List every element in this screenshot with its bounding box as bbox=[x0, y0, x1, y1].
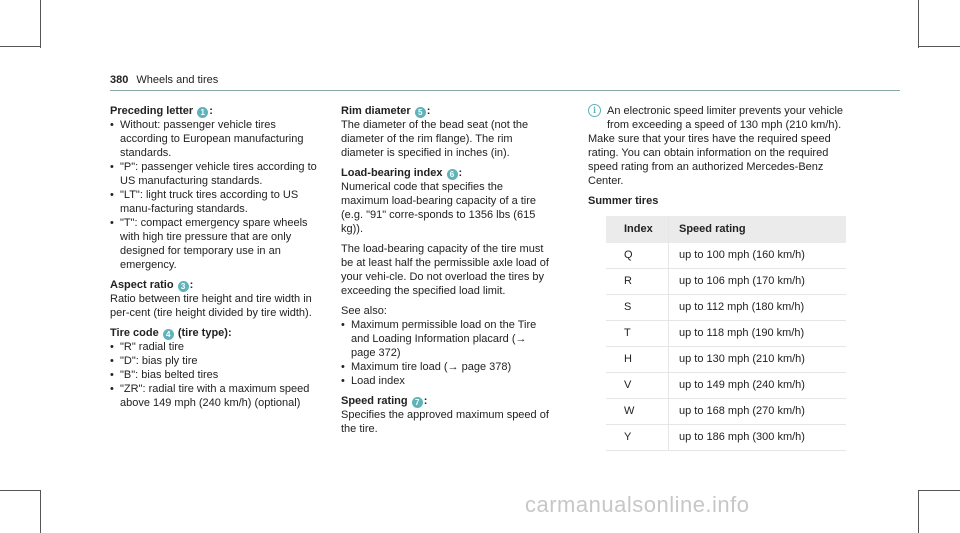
page-header bbox=[110, 73, 218, 87]
table-row bbox=[606, 399, 846, 425]
list-item: • Load index bbox=[341, 374, 551, 388]
see-also-link[interactable]: • Maximum permissible load on the Tire and Loading Information placard (→ page 372) bbox=[341, 318, 551, 360]
speed-cell: up to 118 mph (190 km/h) bbox=[669, 321, 847, 347]
list-item: • Without: passenger vehicle tires according to European manufacturing standards. bbox=[110, 118, 325, 160]
list-item: • "ZR": radial tire with a maximum speed above 149 mph (240 km/h) (optional) bbox=[110, 382, 325, 410]
index-cell: V bbox=[606, 373, 669, 399]
crop-mark bbox=[40, 490, 41, 533]
column-1 bbox=[110, 104, 325, 410]
info-note bbox=[588, 104, 858, 132]
speed-cell: up to 130 mph (210 km/h) bbox=[669, 347, 847, 373]
index-cell: H bbox=[606, 347, 669, 373]
preceding-letter-heading bbox=[110, 104, 325, 118]
heading-colon: : bbox=[209, 105, 213, 117]
index-cell: W bbox=[606, 399, 669, 425]
table-row bbox=[606, 373, 846, 399]
summer-tires-heading: Summer tires bbox=[588, 195, 659, 207]
heading-colon: : bbox=[189, 279, 194, 291]
list-item: • "T": compact emergency spare wheels with high tire pressure that are only designed for temporary use in an emergency. bbox=[110, 216, 325, 272]
speed-cell: up to 149 mph (240 km/h) bbox=[669, 373, 847, 399]
callout-badge: 1 bbox=[197, 107, 208, 118]
heading-suffix: (tire type): bbox=[177, 327, 232, 339]
callout-badge: 5 bbox=[415, 107, 426, 118]
heading-colon: : bbox=[458, 167, 463, 179]
index-cell: Q bbox=[606, 243, 669, 269]
index-cell: S bbox=[606, 295, 669, 321]
column-header: Speed rating bbox=[669, 216, 847, 243]
table-row bbox=[606, 243, 846, 269]
rim-diameter-heading bbox=[341, 104, 551, 118]
index-cell: Y bbox=[606, 425, 669, 451]
tire-code-heading bbox=[110, 326, 325, 340]
header-rule bbox=[110, 90, 900, 91]
list-item: • "P": passenger vehicle tires according to US manufacturing standards. bbox=[110, 160, 325, 188]
speed-cell: up to 100 mph (160 km/h) bbox=[669, 243, 847, 269]
callout-badge: 3 bbox=[178, 281, 189, 292]
section-title: Wheels and tires bbox=[136, 74, 219, 86]
callout-badge: 6 bbox=[447, 169, 458, 180]
list-item: • "B": bias belted tires bbox=[110, 368, 325, 382]
crop-mark bbox=[40, 0, 41, 48]
column-3 bbox=[588, 104, 858, 451]
preceding-letter-list bbox=[110, 118, 325, 272]
info-note-text: An electronic speed limiter prevents your vehicle from exceeding a speed of 130 mph (210 km/h). bbox=[607, 105, 844, 131]
column-header: Index bbox=[606, 216, 669, 243]
aspect-ratio-heading bbox=[110, 278, 325, 292]
see-also-list bbox=[341, 318, 551, 388]
crop-mark bbox=[918, 0, 919, 48]
heading-text: Tire code bbox=[110, 327, 159, 339]
speed-cell: up to 168 mph (270 km/h) bbox=[669, 399, 847, 425]
index-cell: T bbox=[606, 321, 669, 347]
load-index-text: Numerical code that specifies the maximum load-bearing capacity of a tire (e.g. "91" corre-sponds to 1356 lbs (615 kg)). bbox=[341, 181, 537, 235]
speed-cell: up to 106 mph (170 km/h) bbox=[669, 269, 847, 295]
callout-badge: 7 bbox=[412, 397, 423, 408]
watermark: carmanualsonline.info bbox=[525, 492, 750, 517]
heading-text: Load-bearing index bbox=[341, 167, 443, 179]
index-cell: R bbox=[606, 269, 669, 295]
table-row bbox=[606, 347, 846, 373]
speed-rating-heading bbox=[341, 394, 551, 408]
crop-mark bbox=[918, 490, 960, 491]
table-row bbox=[606, 425, 846, 451]
load-index-heading bbox=[341, 166, 551, 180]
table-row bbox=[606, 321, 846, 347]
load-capacity-text: The load-bearing capacity of the tire must be at least half the permissible axle load of your vehi-cle. Do not overload the tires by exceeding the specified load limit. bbox=[341, 243, 549, 297]
speed-cell: up to 112 mph (180 km/h) bbox=[669, 295, 847, 321]
column-2 bbox=[341, 104, 551, 436]
heading-text: Preceding letter bbox=[110, 105, 194, 117]
heading-text: Rim diameter bbox=[341, 105, 411, 117]
make-sure-text: Make sure that your tires have the required speed rating. You can obtain information on the required speed rating from an authorized Mercedes-Benz Center. bbox=[588, 133, 831, 187]
table-row bbox=[606, 269, 846, 295]
see-also-label: See also: bbox=[341, 305, 387, 317]
see-also-link[interactable]: • Maximum tire load (→ page 378) bbox=[341, 360, 551, 374]
heading-text: Speed rating bbox=[341, 395, 408, 407]
crop-mark bbox=[918, 490, 919, 533]
crop-mark bbox=[918, 46, 960, 47]
page-number: 380 bbox=[110, 74, 129, 86]
list-item: • "R" radial tire bbox=[110, 340, 325, 354]
heading-colon: : bbox=[426, 105, 431, 117]
rim-diameter-text: The diameter of the bead seat (not the diameter of the rim flange). The rim diameter is specified in inches (in). bbox=[341, 119, 529, 159]
speed-rating-text: Specifies the approved maximum speed of the tire. bbox=[341, 409, 549, 435]
speed-rating-table bbox=[606, 216, 846, 451]
crop-mark bbox=[0, 46, 40, 47]
list-item: • "LT": light truck tires according to US manu-facturing standards. bbox=[110, 188, 325, 216]
heading-text: Aspect ratio bbox=[110, 279, 174, 291]
callout-badge: 4 bbox=[163, 329, 174, 340]
table-row bbox=[606, 295, 846, 321]
crop-mark bbox=[0, 490, 40, 491]
list-item: • "D": bias ply tire bbox=[110, 354, 325, 368]
info-icon: i bbox=[588, 104, 601, 117]
aspect-ratio-text: Ratio between tire height and tire width in per-cent (tire height divided by tire width). bbox=[110, 293, 312, 319]
heading-colon: : bbox=[423, 395, 428, 407]
tire-code-list bbox=[110, 340, 325, 410]
speed-cell: up to 186 mph (300 km/h) bbox=[669, 425, 847, 451]
table-header-row bbox=[606, 216, 846, 243]
